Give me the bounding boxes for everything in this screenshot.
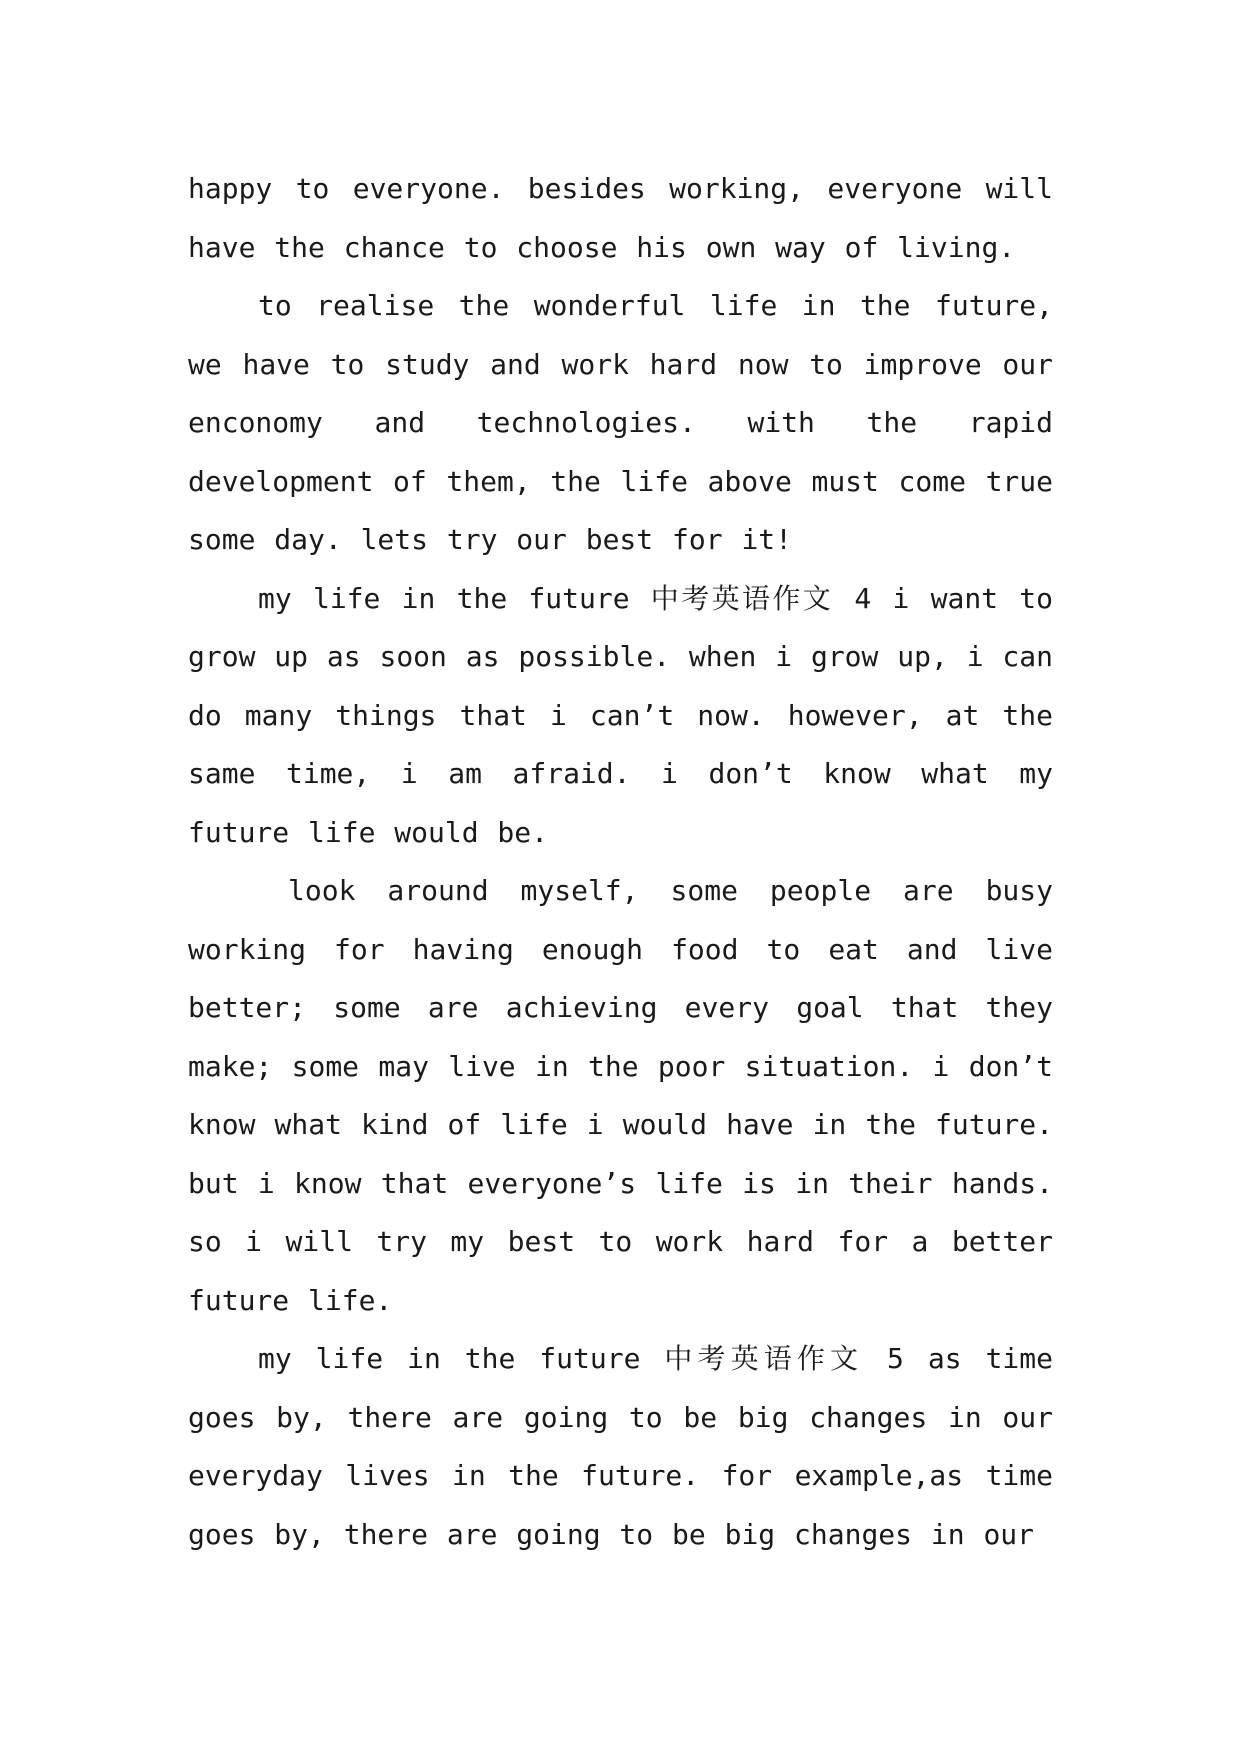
paragraph-essay-4: my life in the future 中考英语作文 4 i want to grow up as soon as possible. when i grow up, i can do many things that i can’t now. however, at the same time, i am afraid. i don’t know what my future life would be. (188, 581, 1053, 849)
paragraph-continued: happy to everyone. besides working, everyone will have the chance to choose his own way of living. (188, 172, 1053, 264)
paragraph-realise-future: to realise the wonderful life in the future, we have to study and work hard now to improve our enconomy and technologies. with the rapid development of them, the life above must come true some day. lets try our best for it! (188, 289, 1053, 556)
document-body (188, 160, 1053, 1564)
paragraph-essay-5: my life in the future 中考英语作文 5 as time goes by, there are going to be big changes in our everyday lives in the future. for example,as time goes by, there are going to be big changes in our (188, 1342, 1053, 1551)
paragraph-look-around: look around myself, some people are busy working for having enough food to eat and live better; some are achieving every goal that they make; some may live in the poor situation. i don’t know what kind of life i would have in the future. but i know that everyone’s life is in their hands. so i will try my best to work hard for a better future life. (188, 874, 1053, 1317)
